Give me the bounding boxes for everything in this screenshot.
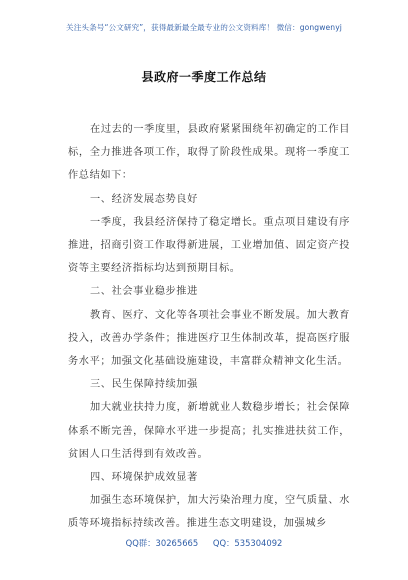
document-body [68,118,350,536]
intro-paragraph: 在过去的一季度里，县政府紧紧围绕年初确定的工作目标，全力推进各项工作，取得了阶段性成果。现将一季度工作总结如下： [68,124,350,182]
footer-qq: QQ：535304092 [212,538,283,548]
economy-paragraph: 一季度，我县经济保持了稳定增长。重点项目建设有序推进，招商引资工作取得新进展，工业增加值、固定资产投资等主要经济指标均达到预期目标。 [68,216,350,275]
section-heading-welfare: 三、民生保障持续加强 [90,379,198,391]
section-heading-economy: 一、经济发展态势良好 [90,193,198,205]
section-heading-social: 二、社会事业稳步推进 [90,286,198,298]
footer-contact [0,537,408,549]
environment-paragraph: 加强生态环境保护，加大污染治理力度，空气质量、水质等环境指标持续改善。推进生态文明建设，加强城乡 [68,495,350,530]
header-note: 关注头条号“公文研究”，获得最新最全最专业的公文资料库！ 微信：gongwenyj [66,23,342,32]
welfare-paragraph: 加大就业扶持力度，新增就业人数稳步增长；社会保障体系不断完善，保障水平进一步提高；扎实推进扶贫工作，贫困人口生活得到有效改善。 [68,402,350,460]
document-title: 县政府一季度工作总结 [141,70,267,84]
section-heading-environment: 四、环境保护成效显著 [90,472,198,484]
footer-qq-group: QQ群：30265665 [125,538,199,548]
social-paragraph: 教育、医疗、文化等各项社会事业不断发展。加大教育投入，改善办学条件；推进医疗卫生体制改革，提高医疗服务水平；加强文化基础设施建设，丰富群众精神文化生活。 [68,309,350,368]
